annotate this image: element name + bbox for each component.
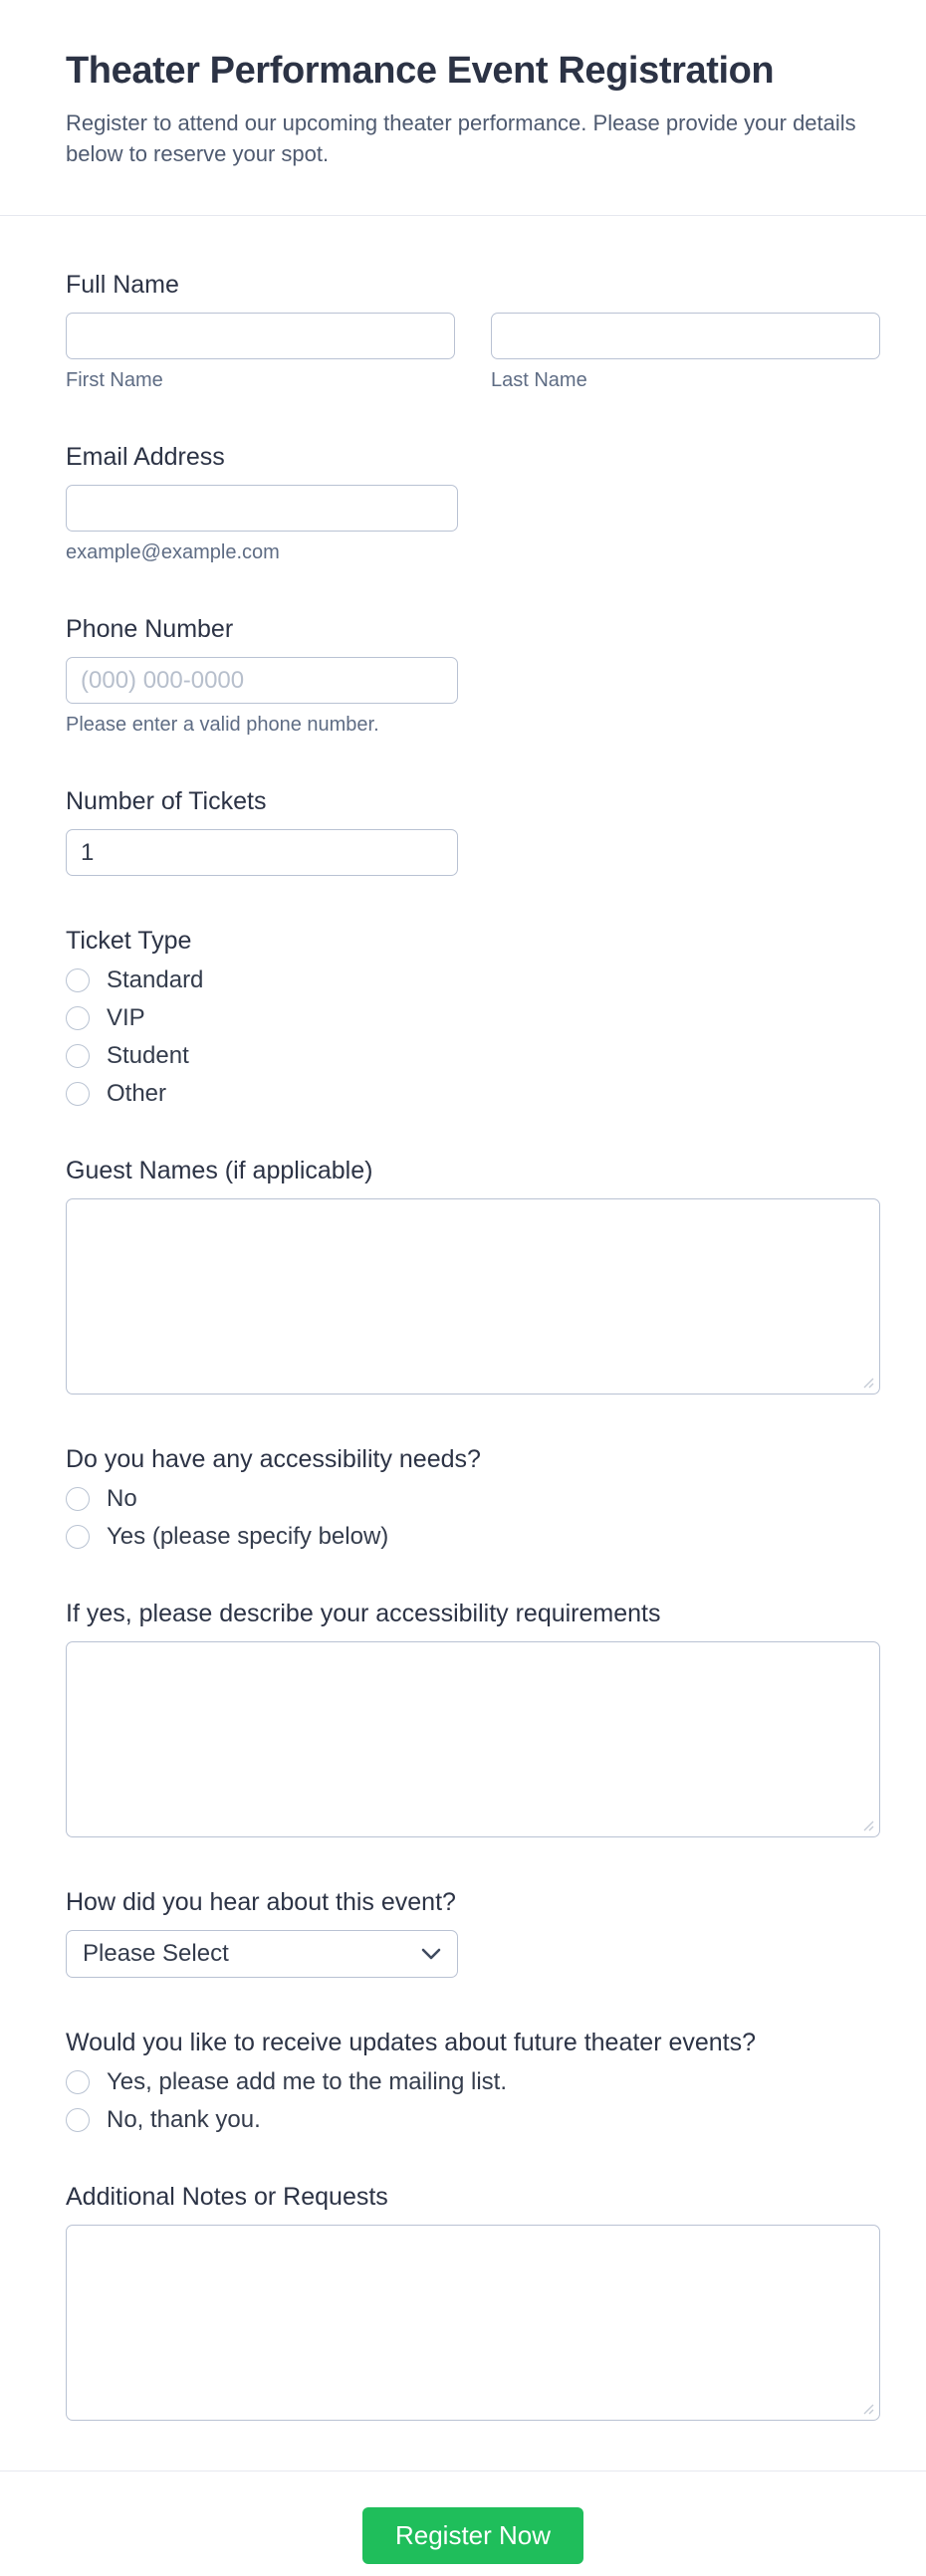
radio-option-mailing-list-yes[interactable] [66,2070,880,2094]
radio-option-vip[interactable] [66,1006,880,1030]
last-name-input[interactable] [491,313,880,359]
radio-option-label: Yes (please specify below) [107,1523,389,1550]
chevron-down-icon [421,1948,441,1961]
guest-names-textarea[interactable] [66,1198,880,1395]
accessibility-details-textarea-wrap [66,1641,880,1837]
radio-option-standard[interactable] [66,968,880,992]
accessibility-options [66,1487,880,1549]
name-row [66,313,880,392]
first-name-input[interactable] [66,313,455,359]
accessibility-details-field [66,1599,880,1837]
first-name-sublabel: First Name [66,369,163,391]
radio-option-label: Yes, please add me to the mailing list. [107,2068,508,2095]
radio-option-no[interactable] [66,1487,880,1511]
referral-field [66,1887,880,1978]
radio-option-label: No, thank you. [107,2106,261,2133]
radio-option-label: Standard [107,966,204,993]
phone-input[interactable] [66,657,458,704]
ticket-type-label: Ticket Type [66,927,192,955]
notes-textarea-wrap [66,2225,880,2421]
radio-circle-icon[interactable] [66,2070,90,2094]
radio-circle-icon[interactable] [66,2108,90,2132]
radio-option-other[interactable] [66,1082,880,1106]
form-header [0,0,926,169]
referral-select-value: Please Select [83,1940,229,1967]
register-now-button[interactable]: Register Now [362,2507,583,2564]
radio-option-label: VIP [107,1004,145,1031]
phone-field [66,614,880,737]
page-title: Theater Performance Event Registration [66,50,775,92]
ticket-count-input[interactable] [66,829,458,876]
radio-circle-icon[interactable] [66,1006,90,1030]
accessibility-details-label: If yes, please describe your accessibility requirements [66,1600,661,1627]
full-name-field [66,270,880,392]
full-name-label: Full Name [66,271,179,299]
last-name-col [491,313,880,392]
ticket-type-field [66,926,880,1106]
updates-options [66,2070,880,2132]
notes-label: Additional Notes or Requests [66,2183,388,2211]
ticket-count-label: Number of Tickets [66,787,267,815]
updates-field [66,2028,880,2132]
guest-names-field [66,1156,880,1395]
phone-label: Phone Number [66,615,234,643]
notes-field [66,2182,880,2421]
guest-names-label: Guest Names (if applicable) [66,1157,373,1184]
registration-form [0,216,926,2421]
submit-row [0,2471,926,2564]
referral-select[interactable] [66,1930,458,1978]
first-name-col [66,313,455,392]
accessibility-label: Do you have any accessibility needs? [66,1445,481,1473]
accessibility-field [66,1444,880,1549]
email-label: Email Address [66,443,225,471]
radio-option-mailing-list-no[interactable] [66,2108,880,2132]
referral-label: How did you hear about this event? [66,1888,456,1916]
page-subtitle: Register to attend our upcoming theater performance. Please provide your details below to reserve your spot. [66,110,856,166]
last-name-sublabel: Last Name [491,369,587,391]
phone-sublabel: Please enter a valid phone number. [66,714,379,736]
notes-textarea[interactable] [66,2225,880,2421]
ticket-type-options [66,968,880,1106]
radio-option-label: Student [107,1042,189,1069]
ticket-count-field [66,786,880,876]
radio-circle-icon[interactable] [66,1487,90,1511]
radio-circle-icon[interactable] [66,968,90,992]
guest-names-textarea-wrap [66,1198,880,1395]
email-field [66,442,880,564]
radio-circle-icon[interactable] [66,1525,90,1549]
radio-option-yes-specify[interactable] [66,1525,880,1549]
email-input[interactable] [66,485,458,532]
radio-circle-icon[interactable] [66,1082,90,1106]
updates-label: Would you like to receive updates about future theater events? [66,2029,757,2056]
accessibility-details-textarea[interactable] [66,1641,880,1837]
radio-option-label: No [107,1485,137,1512]
radio-circle-icon[interactable] [66,1044,90,1068]
email-sublabel: example@example.com [66,541,280,563]
radio-option-label: Other [107,1080,167,1107]
radio-option-student[interactable] [66,1044,880,1068]
